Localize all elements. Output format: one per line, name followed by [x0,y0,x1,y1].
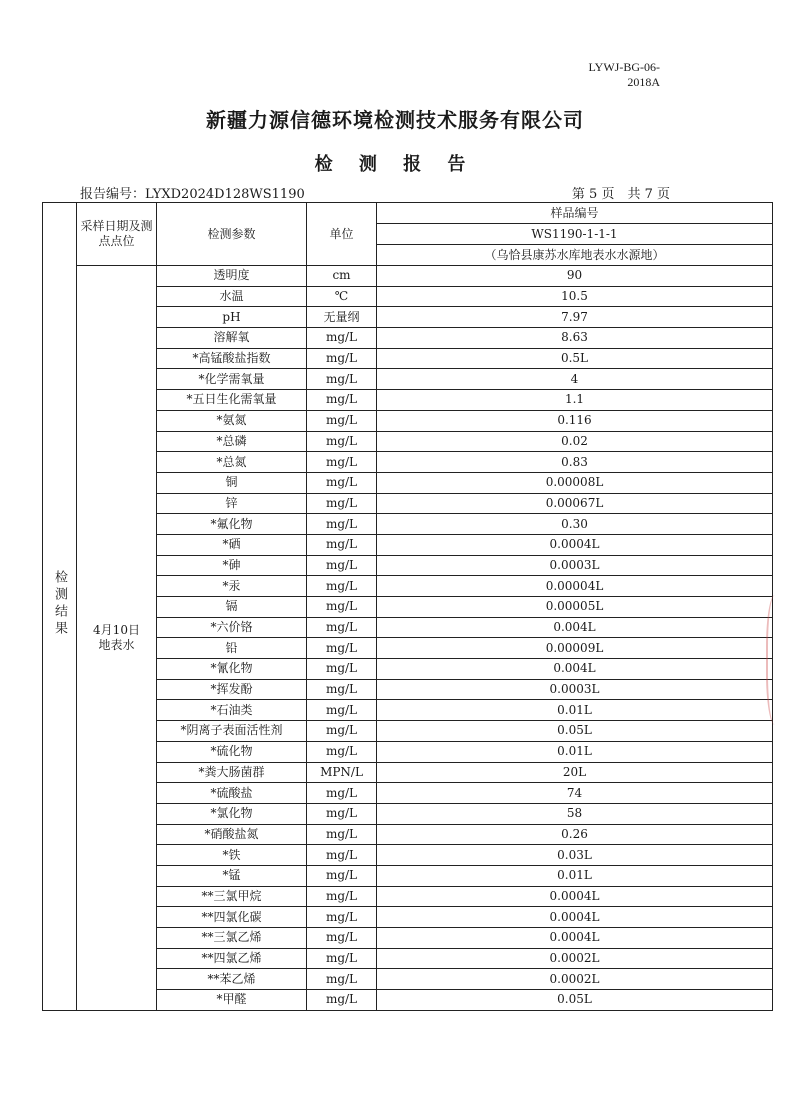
unit-cell: mg/L [307,679,377,700]
parameter-cell: **苯乙烯 [157,969,307,990]
unit-cell: mg/L [307,659,377,680]
table-row [43,266,773,287]
parameter-cell: *甲醛 [157,990,307,1011]
parameter-cell: *挥发酚 [157,679,307,700]
parameter-cell: 铅 [157,638,307,659]
parameter-cell: **四氯乙烯 [157,948,307,969]
result-value-cell: 0.02 [377,431,773,452]
unit-cell: mg/L [307,969,377,990]
result-value-cell: 0.00009L [377,638,773,659]
unit-cell: mg/L [307,452,377,473]
result-value-cell: 0.0004L [377,907,773,928]
parameter-cell: *总磷 [157,431,307,452]
sampling-site-type: 地表水 [98,637,135,652]
parameter-cell: 水温 [157,286,307,307]
page-info: 第 5 页 共 7 页 [571,187,670,202]
parameter-cell: *锰 [157,865,307,886]
parameter-cell: 溶解氧 [157,328,307,349]
result-value-cell: 90 [377,266,773,287]
parameter-cell: **四氯化碳 [157,907,307,928]
parameter-cell: *总氮 [157,452,307,473]
unit-cell: mg/L [307,597,377,618]
parameter-cell: *石油类 [157,700,307,721]
unit-cell: mg/L [307,721,377,742]
company-name: 新疆力源信德环境检测技术服务有限公司 [206,108,584,132]
unit-cell: ℃ [307,286,377,307]
unit-cell: mg/L [307,555,377,576]
header-unit: 单位 [307,203,377,266]
parameter-cell: *氨氮 [157,410,307,431]
parameter-cell: *硝酸盐氮 [157,824,307,845]
unit-cell: mg/L [307,907,377,928]
unit-cell: mg/L [307,865,377,886]
unit-cell: mg/L [307,700,377,721]
parameter-cell: *砷 [157,555,307,576]
parameter-cell: *汞 [157,576,307,597]
unit-cell: mg/L [307,431,377,452]
result-value-cell: 0.00067L [377,493,773,514]
result-value-cell: 10.5 [377,286,773,307]
result-value-cell: 0.0004L [377,886,773,907]
unit-cell: mg/L [307,514,377,535]
parameter-cell: pH [157,307,307,328]
result-value-cell: 0.0004L [377,534,773,555]
unit-cell: mg/L [307,824,377,845]
result-value-cell: 0.03L [377,845,773,866]
unit-cell: mg/L [307,472,377,493]
parameter-cell: *阴离子表面活性剂 [157,721,307,742]
result-value-cell: 1.1 [377,390,773,411]
unit-cell: mg/L [307,534,377,555]
unit-cell: mg/L [307,783,377,804]
parameter-cell: *高锰酸盐指数 [157,348,307,369]
result-value-cell: 0.0002L [377,969,773,990]
unit-cell: mg/L [307,576,377,597]
result-value-cell: 0.26 [377,824,773,845]
parameter-cell: *氯化物 [157,803,307,824]
results-table [42,202,773,1011]
header-sample-number: 样品编号 [377,203,773,224]
result-value-cell: 0.0003L [377,555,773,576]
unit-cell: mg/L [307,638,377,659]
header-parameter: 检测参数 [157,203,307,266]
result-value-cell: 0.0002L [377,948,773,969]
parameter-cell: *六价铬 [157,617,307,638]
unit-cell: mg/L [307,886,377,907]
sample-location: （乌恰县康苏水库地表水水源地） [377,245,773,266]
unit-cell: mg/L [307,948,377,969]
sampling-date: 4月10日 [93,622,140,637]
parameter-cell: *铁 [157,845,307,866]
parameter-cell: **三氯乙烯 [157,928,307,949]
result-value-cell: 0.01L [377,741,773,762]
result-value-cell: 20L [377,762,773,783]
parameter-cell: 镉 [157,597,307,618]
result-value-cell: 0.00008L [377,472,773,493]
unit-cell: mg/L [307,410,377,431]
result-value-cell: 4 [377,369,773,390]
parameter-cell: *粪大肠菌群 [157,762,307,783]
result-value-cell: 0.00005L [377,597,773,618]
unit-cell: mg/L [307,369,377,390]
result-value-cell: 0.00004L [377,576,773,597]
unit-cell: mg/L [307,390,377,411]
result-value-cell: 0.004L [377,617,773,638]
parameter-cell: *硫酸盐 [157,783,307,804]
header-date-location: 采样日期及测点点位 [77,203,157,266]
section-label: 检测结果 [52,570,67,639]
unit-cell: cm [307,266,377,287]
result-value-cell: 8.63 [377,328,773,349]
result-value-cell: 0.30 [377,514,773,535]
parameter-cell: *硫化物 [157,741,307,762]
parameter-cell: 透明度 [157,266,307,287]
parameter-cell: *氟化物 [157,514,307,535]
sampling-date-site-cell [77,266,157,1011]
parameter-cell: *五日生化需氧量 [157,390,307,411]
section-label-cell [43,203,77,1011]
result-value-cell: 7.97 [377,307,773,328]
unit-cell: mg/L [307,348,377,369]
unit-cell: mg/L [307,617,377,638]
seal-stamp-edge [766,595,788,725]
unit-cell: mg/L [307,990,377,1011]
result-value-cell: 0.004L [377,659,773,680]
parameter-cell: *化学需氧量 [157,369,307,390]
parameter-cell: **三氯甲烷 [157,886,307,907]
result-value-cell: 0.01L [377,865,773,886]
result-value-cell: 0.116 [377,410,773,431]
result-value-cell: 74 [377,783,773,804]
parameter-cell: *硒 [157,534,307,555]
result-value-cell: 58 [377,803,773,824]
unit-cell: mg/L [307,928,377,949]
result-value-cell: 0.0003L [377,679,773,700]
result-value-cell: 0.0004L [377,928,773,949]
unit-cell: MPN/L [307,762,377,783]
parameter-cell: *氰化物 [157,659,307,680]
report-title: 检 测 报 告 [314,154,476,175]
parameter-cell: 铜 [157,472,307,493]
result-value-cell: 0.83 [377,452,773,473]
unit-cell: mg/L [307,328,377,349]
parameter-cell: 锌 [157,493,307,514]
sample-id: WS1190-1-1-1 [377,224,773,245]
result-value-cell: 0.05L [377,721,773,742]
document-code: LYWJ-BG-06-2018A [588,60,660,89]
unit-cell: mg/L [307,803,377,824]
unit-cell: mg/L [307,493,377,514]
unit-cell: 无量纲 [307,307,377,328]
result-value-cell: 0.5L [377,348,773,369]
report-number: 报告编号：LYXD2024D128WS1190 [80,187,305,202]
unit-cell: mg/L [307,845,377,866]
unit-cell: mg/L [307,741,377,762]
result-value-cell: 0.05L [377,990,773,1011]
result-value-cell: 0.01L [377,700,773,721]
